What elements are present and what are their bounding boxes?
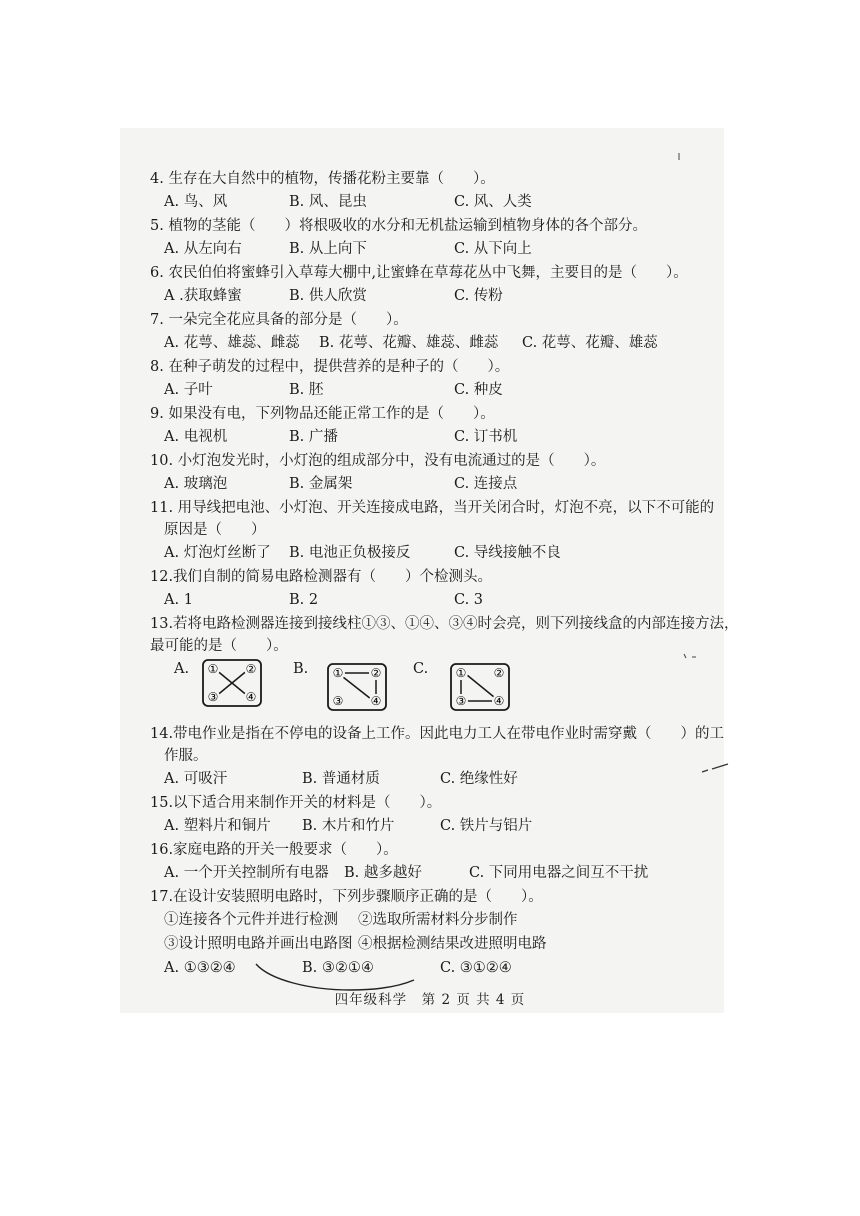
option-a: A. 灯泡灯丝断了: [164, 545, 271, 561]
option-c: C. 订书机: [454, 429, 518, 445]
terminal-4: ④: [245, 690, 257, 704]
option-a: A. 一个开关控制所有电器: [164, 865, 329, 881]
terminal-1: ①: [332, 666, 344, 680]
question-7-options: [150, 331, 710, 355]
page-footer: 四年级科学 第 2 页 共 4 页: [334, 992, 526, 1008]
option-b: B. 越多越好: [344, 865, 422, 881]
option-b: B. 电池正负极接反: [289, 545, 411, 561]
step-4: ④根据检测结果改进照明电路: [358, 936, 547, 952]
option-a: A. 鸟、风: [164, 194, 228, 210]
option-b: B. 风、昆虫: [289, 194, 367, 210]
question-10-options: [150, 472, 710, 496]
question-10-stem: 10. 小灯泡发光时，小灯泡的组成部分中，没有电流通过的是（ ）。: [150, 453, 606, 469]
terminal-2: ②: [370, 666, 382, 680]
wiring-box-b: [325, 661, 389, 713]
question-12-options: [150, 588, 710, 612]
question-9-options: [150, 425, 710, 449]
question-5-stem: 5. 植物的茎能（ ）将根吸收的水分和无机盐运输到植物身体的各个部分。: [150, 218, 647, 234]
option-a: A. 塑料片和铜片: [164, 818, 271, 834]
wire: [343, 677, 371, 699]
question-17-options: [150, 956, 710, 980]
option-a: A. ①③②④: [164, 960, 236, 976]
question-12-stem: 12.我们自制的简易电路检测器有（ ）个检测头。: [150, 569, 493, 585]
diagram-c-label: C.: [413, 661, 429, 677]
scan-speck: [682, 652, 700, 660]
option-c: C. 传粉: [454, 288, 503, 304]
question-4-options: [150, 190, 710, 214]
option-b: B. 胚: [289, 382, 324, 398]
wire: [467, 675, 494, 697]
terminal-2: ②: [493, 666, 505, 680]
question-7-stem: 7. 一朵完全花应具备的部分是（ ）。: [150, 312, 408, 328]
option-b: B. 2: [289, 592, 319, 608]
option-c: C. 3: [454, 592, 484, 608]
option-b: B. 金属架: [289, 476, 353, 492]
option-c: C. 绝缘性好: [440, 771, 518, 787]
option-b: B. 花萼、花瓣、雄蕊、雌蕊: [319, 335, 499, 351]
question-list: [150, 168, 739, 981]
option-c: C. 连接点: [454, 476, 518, 492]
terminal-4: ④: [493, 694, 505, 708]
question-13-stem-continued: 最可能的是（ ）。: [150, 638, 288, 654]
wiring-box-c: [448, 661, 512, 713]
option-a: A. 花萼、雄蕊、雌蕊: [164, 335, 300, 351]
question-4-stem: 4. 生存在大自然中的植物，传播花粉主要靠（ ）。: [150, 171, 495, 187]
question-9-stem: 9. 如果没有电，下列物品还能正常工作的是（ ）。: [150, 406, 495, 422]
option-c: C. 导线接触不良: [454, 545, 561, 561]
option-a: A. 玻璃泡: [164, 476, 228, 492]
question-8-stem: 8. 在种子萌发的过程中，提供营养的是种子的（ ）。: [150, 359, 510, 375]
question-16-options: [150, 861, 710, 885]
option-c: C. ③①②④: [440, 960, 512, 976]
question-14-options: [150, 767, 710, 791]
terminal-3: ③: [332, 694, 344, 708]
option-a: A. 电视机: [164, 429, 228, 445]
terminal-2: ②: [245, 662, 257, 676]
option-c: C. 铁片与铝片: [440, 818, 533, 834]
option-b: B. 从上向下: [289, 241, 367, 257]
question-14-stem-continued: 作服。: [164, 748, 208, 764]
step-1: ①连接各个元件并进行检测: [164, 912, 338, 928]
option-b: B. ③②①④: [302, 960, 374, 976]
option-c: C. 风、人类: [454, 194, 532, 210]
option-c: C. 从下向上: [454, 241, 532, 257]
question-17-stem: 17.在设计安装照明电路时，下列步骤顺序正确的是（ ）。: [150, 889, 543, 905]
step-3: ③设计照明电路并画出电路图: [164, 936, 353, 952]
option-a: A. 1: [164, 592, 193, 608]
terminal-1: ①: [207, 662, 219, 676]
question-14-stem: 14.带电作业是指在不停电的设备上工作。因此电力工人在带电作业时需穿戴（ ）的工: [150, 726, 725, 742]
step-2: ②选取所需材料分步制作: [358, 912, 518, 928]
question-6-stem: 6. 农民伯伯将蜜蜂引入草莓大棚中,让蜜蜂在草莓花丛中飞舞，主要目的是（ ）。: [150, 265, 688, 281]
option-c: C. 种皮: [454, 382, 503, 398]
question-8-options: [150, 378, 710, 402]
question-5-options: [150, 237, 710, 261]
question-15-options: [150, 814, 710, 838]
question-11-options: [150, 541, 710, 565]
option-c: C. 下同用电器之间互不干扰: [469, 865, 649, 881]
terminal-1: ①: [455, 666, 467, 680]
question-17-steps-row-2: [150, 932, 710, 956]
question-15-stem: 15.以下适合用来制作开关的材料是（ ）。: [150, 795, 442, 811]
question-13-stem: 13.若将电路检测器连接到接线柱①③、①④、③④时会亮，则下列接线盒的内部连接方法，: [150, 616, 739, 632]
option-b: B. 广播: [289, 429, 338, 445]
question-16-stem: 16.家庭电路的开关一般要求（ ）。: [150, 842, 398, 858]
diagram-b-label: B.: [293, 661, 309, 677]
option-b: B. 木片和竹片: [302, 818, 395, 834]
scan-speck: [700, 762, 730, 774]
option-a: A. 子叶: [164, 382, 213, 398]
scan-speck: [676, 152, 682, 162]
wiring-box-a: [200, 657, 264, 709]
terminal-3: ③: [207, 690, 219, 704]
diagram-a-label: A.: [174, 661, 190, 677]
question-11-stem-continued: 原因是（ ）: [164, 522, 266, 538]
terminal-4: ④: [370, 694, 382, 708]
question-13-diagrams: [150, 657, 710, 723]
option-b: B. 普通材质: [302, 771, 380, 787]
option-c: C. 花萼、花瓣、雄蕊: [522, 335, 658, 351]
option-a: A .获取蜂蜜: [164, 288, 242, 304]
option-a: A. 可吸汗: [164, 771, 228, 787]
question-17-steps-row-1: [150, 908, 710, 932]
option-b: B. 供人欣赏: [289, 288, 367, 304]
question-6-options: [150, 284, 710, 308]
question-11-stem: 11. 用导线把电池、小灯泡、开关连接成电路，当开关闭合时，灯泡不亮，以下不可能的: [150, 500, 715, 516]
option-a: A. 从左向右: [164, 241, 242, 257]
terminal-3: ③: [455, 694, 467, 708]
